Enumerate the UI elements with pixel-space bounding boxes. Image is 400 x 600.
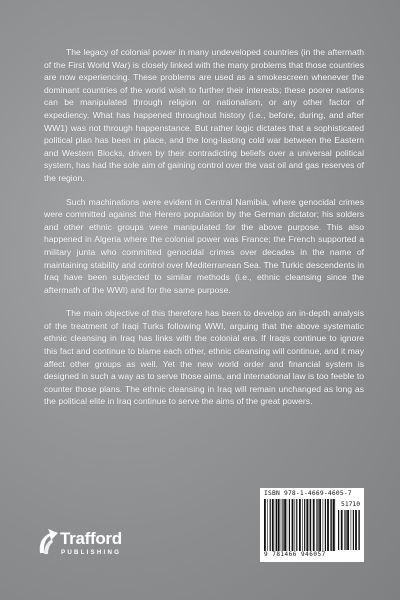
paragraph-1: The legacy of colonial power in many undeveloped countries (in the aftermath of the First World War) is closely linked with the many problems that those countries are now experiencing. These problems are used as a smokescreen whenever the dominant countries of the world wish to further their interests; these poorer nations can be manipulated through religion or nationalism, or any other factor of expediency. What has happened throughout history (i.e., before, during, and after WW1) was not through happenstance. But rather logic dictates that a sophisticated political plan has been in place, and the long-lasting cold war between the Eastern and Western Blocks, driven by their contradicting beliefs over a universal political system, has had the sole aim of gaining control over the vast oil and gas reserves of the region. — [44, 47, 364, 183]
price-code: 51710 — [341, 501, 360, 508]
paragraph-3: The main objective of this therefore has been to develop an in-depth analysis of the treatment of Iraqi Turks following WWI, arguing that the above systematic ethnic cleansing in Iraq has links with the colonial era. If Iraqis continue to ignore this fact and continue to blame each other, ethnic cleansing will continue, and it may affect other groups as well. Yet the new world order and financial system is designed in such a way as to serve those aims, and international law is too feeble to counter those plans. The ethnic cleansing in Iraq will remain unchanged as long as the political elite in Iraq continue to serve the aims of the great powers. — [44, 308, 364, 407]
barcode-bars — [264, 499, 336, 551]
price-barcode-bars — [338, 510, 360, 550]
isbn-label: ISBN 978-1-4669-4605-7 — [264, 490, 352, 497]
publisher-subtitle: PUBLISHING — [61, 549, 122, 556]
barcode — [260, 488, 364, 562]
barcode-digits: 9 781466 946057 — [264, 551, 326, 558]
paragraph-2: Such machinations were evident in Central Namibia, where genocidal crimes were committed against the Herero population by the German dictator; his solders and other ethnic groups were manipulated for the above purpose. This also happened in Algeria where the colonial power was France; the French supported a military junta who committed genocidal crimes over decades in the name of maintaining stability and control over Mediterranean Sea. The Turkic descendents in Iraq have been subjected to similar methods (i.e., ethnic cleansing since the aftermath of the WWI) and for the same purpose. — [44, 196, 364, 295]
back-cover-text — [44, 46, 364, 408]
trafford-arrow-icon — [36, 527, 60, 557]
publisher-logo — [36, 525, 136, 565]
publisher-name: Trafford — [60, 529, 122, 548]
